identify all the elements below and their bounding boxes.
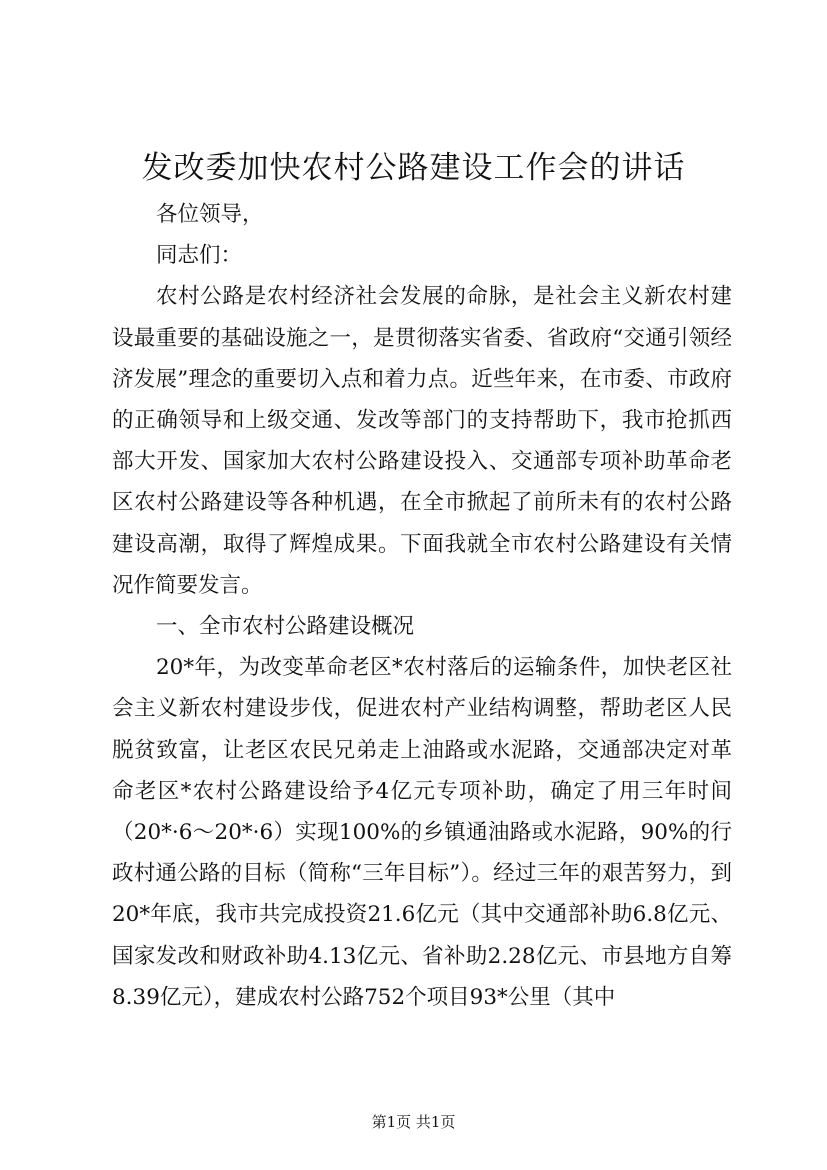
page-footer: 第1页 共1页 <box>371 1113 456 1131</box>
intro-paragraph: 农村公路是农村经济社会发展的命脉，是社会主义新农村建设最重要的基础设施之一，是贯彻落实省委、省政府“交通引领经济发展”理念的重要切入点和着力点。近些年来，在市委、市政府的正确领导和上级交通、发改等部门的支持帮助下，我市抢抓西部大开发、国家加大农村公路建设投入、交通部专项补助革命老区农村公路建设等各种机遇，在全市掀起了前所未有的农村公路建设高潮，取得了辉煌成果。下面我就全市农村公路建设有关情况作简要发言。 <box>112 284 732 598</box>
document-body <box>112 194 732 1018</box>
salutation-comrades: 同志们： <box>156 243 243 269</box>
overview-paragraph: 20*年，为改变革命老区*农村落后的运输条件，加快老区社会主义新农村建设步伐，促进农村产业结构调整，帮助老区人民脱贫致富，让老区农民兄弟走上油路或水泥路，交通部决定对革命老区*农村公路建设给予4亿元专项补助，确定了用三年时间（20*·6～20*·6）实现100%的乡镇通油路或水泥路，90%的行政村通公路的目标（简称“三年目标”）。经过三年的艰苦努力，到20*年底，我市共完成投资21.6亿元（其中交通部补助6.8亿元、国家发改和财政补助4.13亿元、省补助2.28亿元、市县地方自筹8.39亿元），建成农村公路752个项目93*公里（其中 <box>112 655 732 1010</box>
section-heading: 一、全市农村公路建设概况 <box>156 614 415 640</box>
document-title: 发改委加快农村公路建设工作会的讲话 <box>141 150 686 186</box>
salutation-leaders: 各位领导， <box>156 202 264 227</box>
